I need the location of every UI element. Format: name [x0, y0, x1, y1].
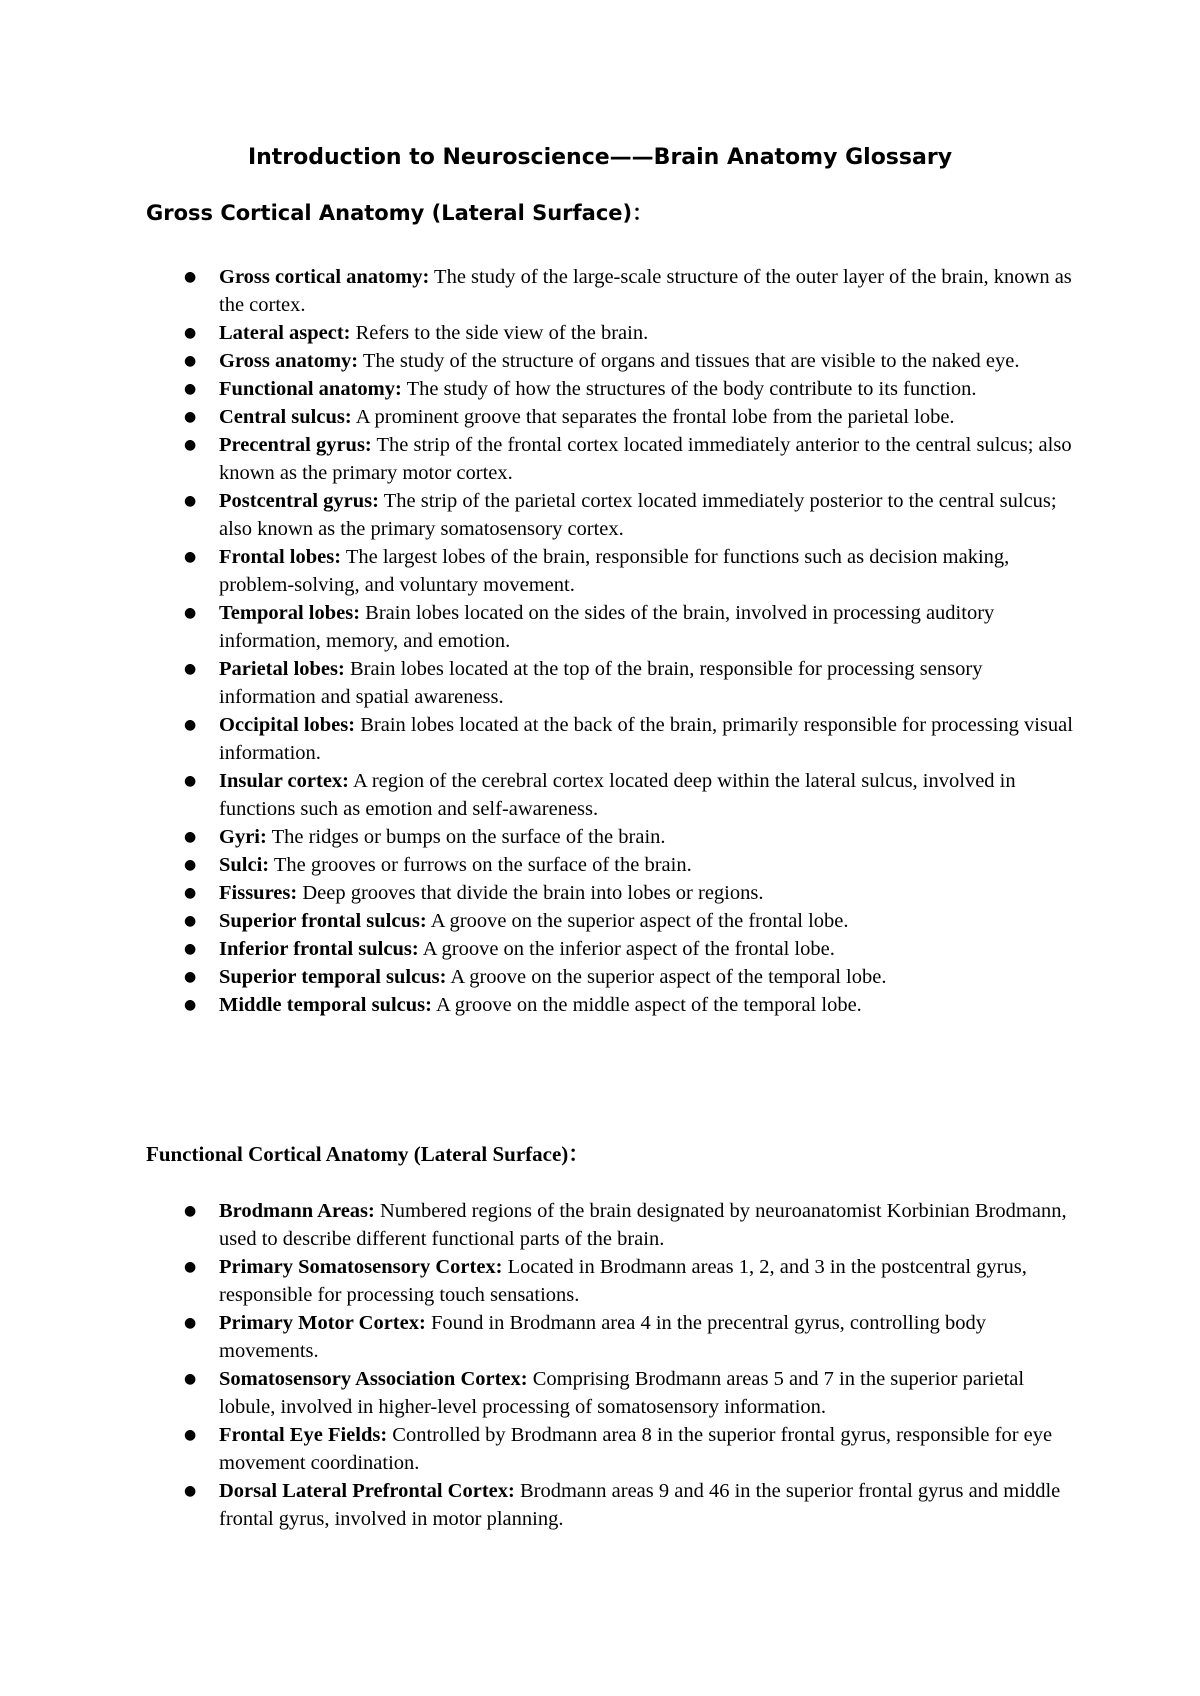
list-item — [146, 403, 1076, 431]
glossary-definition: Controlled by Brodmann area 8 in the superior frontal gyrus, responsible for eye movement coordination. — [219, 1424, 1053, 1474]
glossary-definition: A region of the cerebral cortex located deep within the lateral sulcus, involved in functions such as emotion and self-awareness. — [219, 770, 1016, 820]
glossary-definition: Located in Brodmann areas 1, 2, and 3 in the postcentral gyrus, responsible for processing touch sensations. — [219, 1256, 1027, 1306]
list-item — [146, 879, 1076, 907]
list-item — [146, 655, 1076, 711]
bullet-icon: ● — [184, 1315, 197, 1331]
list-item — [146, 1253, 1076, 1309]
glossary-definition: Brodmann areas 9 and 46 in the superior frontal gyrus and middle frontal gyrus, involved in motor planning. — [219, 1480, 1061, 1530]
bullet-icon: ● — [184, 605, 197, 621]
bullet-icon: ● — [184, 1371, 197, 1387]
bullet-icon: ● — [184, 1427, 197, 1443]
glossary-definition: The study of the structure of organs and tissues that are visible to the naked eye. — [362, 350, 1020, 372]
list-item — [146, 487, 1076, 543]
list-item — [146, 1197, 1076, 1253]
bullet-icon: ● — [184, 661, 197, 677]
glossary-definition: A groove on the inferior aspect of the frontal lobe. — [422, 938, 835, 960]
glossary-definition: A groove on the superior aspect of the temporal lobe. — [450, 966, 887, 988]
bullet-icon: ● — [184, 353, 197, 369]
bullet-icon: ● — [184, 829, 197, 845]
list-item — [146, 1477, 1076, 1533]
glossary-definition: A groove on the superior aspect of the frontal lobe. — [430, 910, 849, 932]
bullet-icon: ● — [184, 493, 197, 509]
glossary-list-functional-cortical-anatomy — [146, 1197, 1076, 1533]
glossary-definition: Brain lobes located on the sides of the brain, involved in processing auditory information, memory, and emotion. — [219, 602, 995, 652]
glossary-term: Gross anatomy: — [219, 350, 359, 372]
glossary-definition: The largest lobes of the brain, responsible for functions such as decision making, problem-solving, and voluntary movement. — [219, 546, 1010, 596]
glossary-term: Primary Motor Cortex: — [219, 1312, 426, 1334]
bullet-icon: ● — [184, 381, 197, 397]
glossary-term: Lateral aspect: — [219, 322, 351, 344]
list-item — [146, 767, 1076, 823]
list-item — [146, 907, 1076, 935]
list-item — [146, 375, 1076, 403]
glossary-term: Insular cortex: — [219, 770, 350, 792]
glossary-definition: Brain lobes located at the back of the brain, primarily responsible for processing visual information. — [219, 714, 1073, 764]
list-item — [146, 543, 1076, 599]
glossary-definition: A groove on the middle aspect of the temporal lobe. — [435, 994, 862, 1016]
document-title: Introduction to Neuroscience——Brain Anatomy Glossary — [247, 145, 953, 170]
list-item — [146, 1421, 1076, 1477]
bullet-icon: ● — [184, 325, 197, 341]
glossary-term: Somatosensory Association Cortex: — [219, 1368, 528, 1390]
glossary-term: Central sulcus: — [219, 406, 352, 428]
list-item — [146, 599, 1076, 655]
bullet-icon: ● — [184, 269, 197, 285]
glossary-definition: Found in Brodmann area 4 in the precentral gyrus, controlling body movements. — [219, 1312, 987, 1362]
glossary-term: Functional anatomy: — [219, 378, 402, 400]
glossary-term: Occipital lobes: — [219, 714, 356, 736]
section-heading-functional-cortical-anatomy: Functional Cortical Anatomy (Lateral Surface)： — [146, 1142, 590, 1166]
list-item — [146, 851, 1076, 879]
glossary-term: Frontal Eye Fields: — [219, 1424, 388, 1446]
list-item — [146, 1365, 1076, 1421]
glossary-term: Frontal lobes: — [219, 546, 342, 568]
bullet-icon: ● — [184, 1203, 197, 1219]
bullet-icon: ● — [184, 997, 197, 1013]
list-item — [146, 347, 1076, 375]
list-item — [146, 991, 1076, 1019]
glossary-term: Superior temporal sulcus: — [219, 966, 447, 988]
list-item — [146, 431, 1076, 487]
bullet-icon: ● — [184, 941, 197, 957]
glossary-definition: The strip of the parietal cortex located immediately posterior to the central sulcus; also known as the primary somatosensory cortex. — [219, 490, 1057, 540]
glossary-term: Temporal lobes: — [219, 602, 361, 624]
glossary-definition: The ridges or bumps on the surface of the brain. — [271, 826, 666, 848]
glossary-term: Inferior frontal sulcus: — [219, 938, 419, 960]
bullet-icon: ● — [184, 773, 197, 789]
glossary-term: Gross cortical anatomy: — [219, 266, 430, 288]
glossary-definition: A prominent groove that separates the frontal lobe from the parietal lobe. — [355, 406, 955, 428]
glossary-term: Dorsal Lateral Prefrontal Cortex: — [219, 1480, 515, 1502]
glossary-term: Gyri: — [219, 826, 267, 848]
glossary-definition: The study of how the structures of the body contribute to its function. — [406, 378, 977, 400]
bullet-icon: ● — [184, 1483, 197, 1499]
bullet-icon: ● — [184, 913, 197, 929]
list-item — [146, 963, 1076, 991]
glossary-definition: The study of the large-scale structure of the outer layer of the brain, known as the cortex. — [219, 266, 1072, 316]
glossary-term: Sulci: — [219, 854, 270, 876]
glossary-term: Postcentral gyrus: — [219, 490, 379, 512]
glossary-definition: Deep grooves that divide the brain into lobes or regions. — [302, 882, 764, 904]
glossary-term: Superior frontal sulcus: — [219, 910, 427, 932]
glossary-term: Fissures: — [219, 882, 298, 904]
bullet-icon: ● — [184, 549, 197, 565]
list-item — [146, 263, 1076, 319]
glossary-list-gross-cortical-anatomy — [146, 263, 1076, 1019]
glossary-definition: Comprising Brodmann areas 5 and 7 in the superior parietal lobule, involved in higher-level processing of somatosensory information. — [219, 1368, 1025, 1418]
glossary-term: Precentral gyrus: — [219, 434, 372, 456]
glossary-definition: The grooves or furrows on the surface of the brain. — [273, 854, 692, 876]
bullet-icon: ● — [184, 885, 197, 901]
glossary-term: Parietal lobes: — [219, 658, 345, 680]
list-item — [146, 319, 1076, 347]
section-heading-gross-cortical-anatomy: Gross Cortical Anatomy (Lateral Surface)： — [146, 201, 654, 225]
bullet-icon: ● — [184, 969, 197, 985]
glossary-term: Primary Somatosensory Cortex: — [219, 1256, 503, 1278]
list-item — [146, 711, 1076, 767]
bullet-icon: ● — [184, 717, 197, 733]
bullet-icon: ● — [184, 437, 197, 453]
list-item — [146, 935, 1076, 963]
glossary-definition: Refers to the side view of the brain. — [355, 322, 649, 344]
glossary-term: Middle temporal sulcus: — [219, 994, 432, 1016]
glossary-definition: The strip of the frontal cortex located immediately anterior to the central sulcus; also known as the primary motor cortex. — [219, 434, 1072, 484]
glossary-definition: Numbered regions of the brain designated by neuroanatomist Korbinian Brodmann, used to describe different functional parts of the brain. — [219, 1200, 1067, 1250]
bullet-icon: ● — [184, 1259, 197, 1275]
list-item — [146, 1309, 1076, 1365]
bullet-icon: ● — [184, 857, 197, 873]
glossary-term: Brodmann Areas: — [219, 1200, 375, 1222]
bullet-icon: ● — [184, 409, 197, 425]
list-item — [146, 823, 1076, 851]
glossary-definition: Brain lobes located at the top of the brain, responsible for processing sensory information and spatial awareness. — [219, 658, 983, 708]
